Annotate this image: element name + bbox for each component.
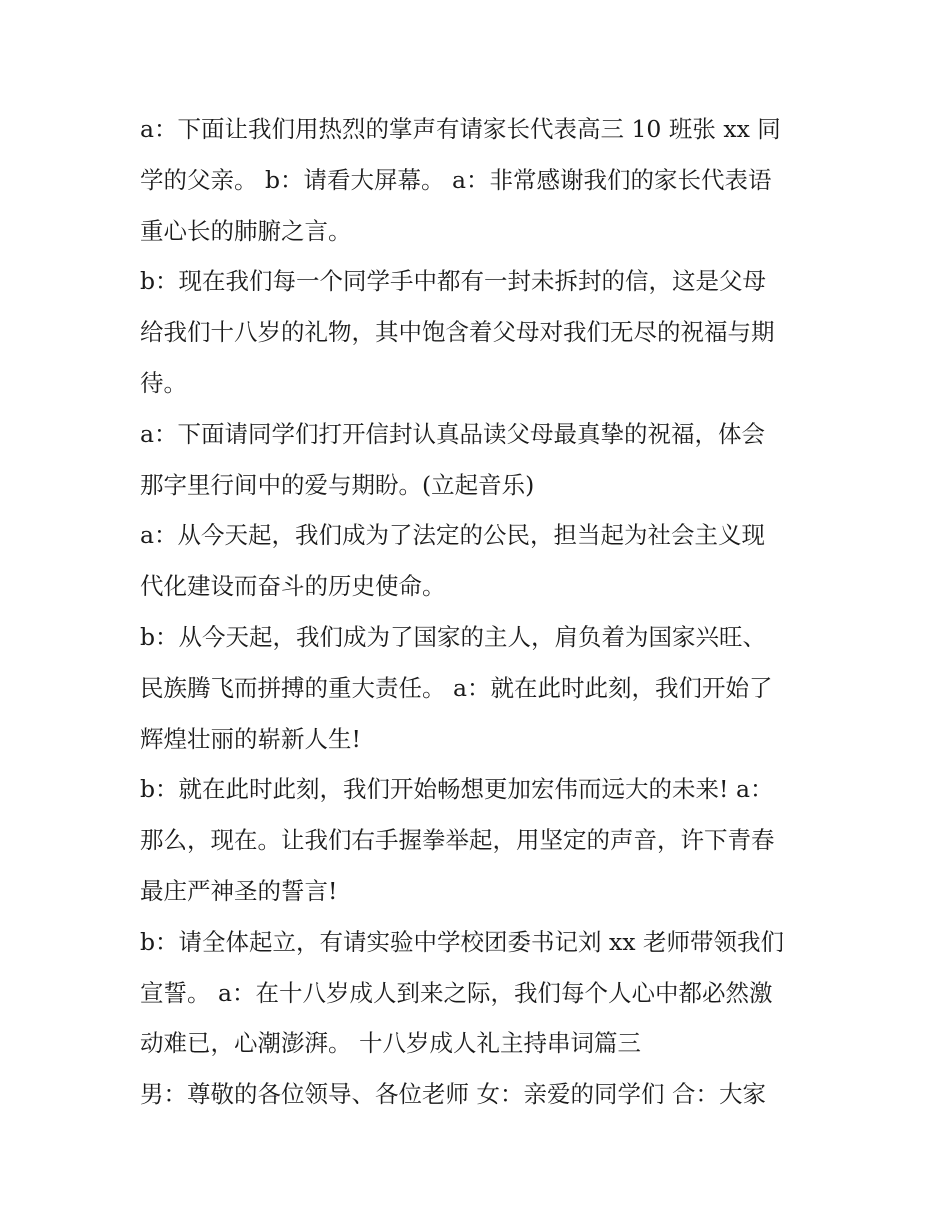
text-line: 代化建设而奋斗的历史使命。 (140, 572, 446, 601)
text-line: 民族腾飞而拼搏的重大责任。 a：就在此时此刻，我们开始了 (140, 673, 773, 702)
text-line: 给我们十八岁的礼物，其中饱含着父母对我们无尽的祝福与期 (140, 318, 775, 347)
text-line: 最庄严神圣的誓言! (140, 876, 338, 905)
text-line: a：下面让我们用热烈的掌声有请家长代表高三 10 班张 xx 同 (140, 115, 781, 143)
text-line: 那么，现在。让我们右手握拳举起，用坚定的声音，许下青春 (140, 826, 775, 855)
text-line: b：从今天起，我们成为了国家的主人，肩负着为国家兴旺、 (140, 622, 767, 651)
text-line: 辉煌壮丽的崭新人生! (140, 724, 361, 753)
text-line: b：请全体起立，有请实验中学校团委书记刘 xx 老师带领我们 (140, 927, 784, 956)
text-line: 那字里行间中的爱与期盼。(立起音乐) (140, 470, 535, 499)
text-line: 学的父亲。 b：请看大屏幕。 a：非常感谢我们的家长代表语 (140, 165, 772, 194)
text-line: 男：尊敬的各位领导、各位老师 女：亲爱的同学们 合：大家 (140, 1080, 766, 1109)
text-line: 动难已，心潮澎湃。 十八岁成人礼主持串词篇三 (140, 1029, 641, 1058)
text-line: 宣誓。 a：在十八岁成人到来之际，我们每个人心中都必然激 (140, 978, 773, 1007)
text-line: 重心长的肺腑之言。 (140, 216, 352, 245)
text-line: 待。 (140, 368, 187, 397)
document-body (140, 104, 830, 1120)
text-line: a：从今天起，我们成为了法定的公民，担当起为社会主义现 (140, 521, 766, 550)
text-line: a：下面请同学们打开信封认真品读父母最真挚的祝福，体会 (140, 419, 766, 448)
text-line: b：就在此时此刻，我们开始畅想更加宏伟而远大的未来! a： (140, 775, 774, 804)
text-line: b：现在我们每一个同学手中都有一封未拆封的信，这是父母 (140, 267, 767, 296)
